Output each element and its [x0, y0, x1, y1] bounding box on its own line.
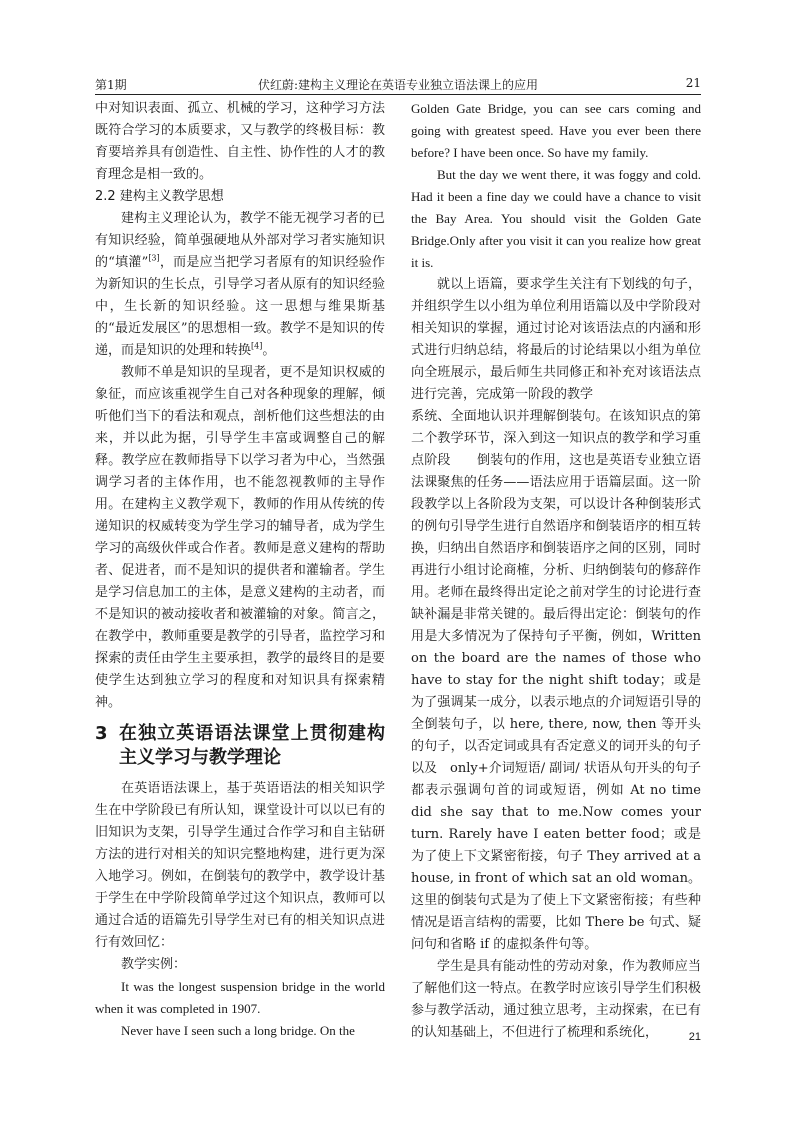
paragraph-text: 。 — [262, 343, 276, 358]
paragraph-text: ，而是应当把学习者原有的知识经验作为新知识的生长点，引导学习者从原有的知识经验中，生长新的知识经验。这一思想与维果斯基的“最近发展区”的思想相一致。教学不是知识的传递，而是知识的处理和转换 — [95, 255, 385, 358]
example-label: 教学实例： — [121, 957, 187, 972]
example-sentence: Never have I seen such a long bridge. On the — [121, 1023, 355, 1038]
right-column — [411, 98, 701, 1044]
citation: [3] — [148, 253, 160, 263]
header-page-number: 21 — [685, 76, 701, 90]
example-sentence: It was the longest suspension bridge in the world when it was completed in 1907. — [95, 979, 385, 1016]
section-title: 在独立英语语法课堂上贯彻建构主义学习与教学理论 — [119, 723, 385, 768]
paragraph — [95, 208, 385, 362]
paragraph: 中对知识表面、孤立、机械的学习，这种学习方法既符合学习的本质要求，又与教学的终极目标：教育要培养具有创造性、自主性、协作性的人才的教育理念是相一致的。 — [95, 101, 385, 182]
section-number: 3 — [95, 723, 108, 744]
section-heading — [95, 722, 385, 770]
paragraph-text: 建构主义理论认为，教学不能无视学习者的已有知识经验，简单强硬地从外部对学习者实施知识的“填灌” — [95, 211, 385, 270]
journal-issue: 第1期 — [95, 78, 127, 92]
example-sentence: Golden Gate Bridge, you can see cars coming and going with greatest speed. Have you ever been there before? I have been once. So have my family. — [411, 101, 701, 160]
running-title: 伏红蔚:建构主义理论在英语专业独立语法课上的应用 — [257, 78, 539, 92]
paragraph: 系统、全面地认识并理解倒装句。在该知识点的第二个教学环节，深入到这一知识点的教学和学习重点阶段 倒装句的作用，这也是英语专业独立语法课聚焦的任务——语法应用于语篇层面。这一阶段教学以上各阶段为支架，可以设计各种倒装形式的例句引导学生进行自然语序和倒装语序的相互转换，归纳出自然语序和倒装语序之间的区别，同时再进行小组讨论商榷，分析、归纳倒装句的修辞作用。老师在最终得出定论之前对学生的讨论进行查缺补漏是非常关键的。最后得出定论：倒装句的作用是大多情况为了保持句子平衡，例如，Written on the board are the names of those who have to stay for the night shift today；或是为了强调某一成分，以表示地点的介词短语引导的全倒装句子，以 here, there, now, then 等开头的句子，以否定词或具有否定意义的词开头的句子以及 only+介词短语/ 副词/ 状语从句开头的句子都表示强调句首的词或短语，例如 At no time did she say that to me.Now comes your turn. Rarely have I eaten better food；或是为了使上下文紧密衔接，句子 They arrived at a house, in front of which sat an old woman。这里的倒装句式是为了使上下文紧密衔接；有些种情况是语言结构的需要，比如 There be 句式、疑问句和省略 if 的虚拟条件句等。 — [411, 409, 701, 952]
paragraph: 教师不单是知识的呈现者，更不是知识权威的象征，而应该重视学生自己对各种现象的理解，倾听他们当下的看法和观点，剖析他们这些想法的由来，并以此为据，引导学生丰富或调整自己的解释。教学应在教师指导下以学习者为中心，当然强调学习者的主体作用，也不能忽视教师的主导作用。在建构主义教学观下，教师的作用从传统的传递知识的权威转变为学生学习的辅导者，成为学生学习的高级伙伴或合作者。教师是意义建构的帮助者、促进者，而不是知识的提供者和灌输者。学生是学习信息加工的主体，是意义建构的主动者，而不是知识的被动接收者和被灌输的对象。简言之， 在教学中，教师重要是教学的引导者，监控学习和探索的责任由学生主要承担，教学的最终目的是要使学生达到独立学习的程度和对知识具有探索精神。 — [95, 365, 385, 710]
subsection-heading: 2.2 建构主义教学思想 — [95, 189, 224, 204]
example-sentence: But the day we went there, it was foggy and cold. Had it been a fine day we could have a chance to visit the Bay Area. You should visit the Golden Gate Bridge.Only after you visit it can you realize how great it is. — [411, 167, 701, 270]
footer-page-number: 21 — [688, 1031, 701, 1043]
left-column — [95, 98, 385, 1042]
paragraph: 在英语语法课上，基于英语语法的相关知识学生在中学阶段已有所认知，课堂设计可以以已有的旧知识为支架，引导学生通过合作学习和自主钻研方法的进行对相关的知识完整地构建，进行更为深入地学习。例如，在倒装句的教学中，教学设计基于学生在中学阶段简单学过这个知识点，教师可以通过合适的语篇先引导学生对已有的相关知识点进行有效回忆： — [95, 781, 385, 950]
citation: [4] — [251, 341, 263, 351]
paragraph: 学生是具有能动性的劳动对象，作为教师应当了解他们这一特点。在教学时应该引导学生们积极参与教学活动，通过独立思考，主动探索，在已有的认知基础上，不但进行了梳理和系统化， — [411, 959, 701, 1040]
paragraph: 就以上语篇，要求学生关注有下划线的句子，并组织学生以小组为单位利用语篇以及中学阶段对相关知识的掌握，通过讨论对该语法点的内涵和形式进行归纳总结，将最后的讨论结果以小组为单位向全班展示，最后师生共同修正和补充对该语法点进行完善，完成第一阶段的教学 — [411, 277, 701, 402]
header-rule — [95, 94, 701, 95]
running-header — [95, 76, 701, 94]
